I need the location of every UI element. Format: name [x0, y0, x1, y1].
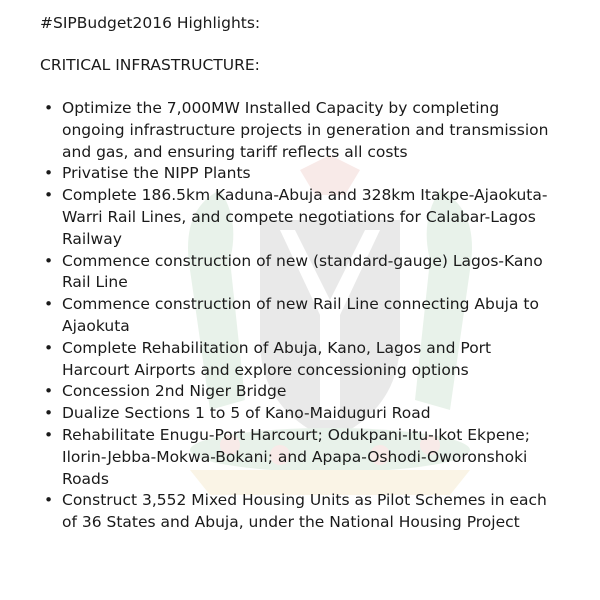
bullet-icon: • [44, 99, 54, 117]
bullet-icon: • [44, 164, 54, 183]
list-item-text: Complete 186.5km Kaduna-Abuja and 328km Itakpe-Ajaokuta-Warri Rail Lines, and compete negotiations for Calabar-Lagos Railway [62, 186, 548, 248]
list-item-text: Concession 2nd Niger Bridge [62, 382, 287, 401]
list-item-text: Rehabilitate Enugu-Port Harcourt; Odukpani-Itu-Ikot Ekpene; Ilorin-Jebba-Mokwa-Bokani; and Apapa-Oshodi-Oworonshoki Roads [62, 425, 530, 488]
list-item [40, 490, 560, 534]
list-item [40, 338, 560, 382]
bullet-icon: • [44, 186, 54, 205]
document-body [40, 12, 560, 534]
list-item [40, 163, 560, 185]
list-item [40, 98, 560, 163]
bullet-icon: • [44, 338, 54, 357]
list-item [40, 403, 560, 425]
list-item-text: Complete Rehabilitation of Abuja, Kano, Lagos and Port Harcourt Airports and explore concessioning options [62, 338, 492, 379]
list-item [40, 294, 560, 338]
list-item-text: Commence construction of new Rail Line connecting Abuja to Ajaokuta [62, 295, 539, 335]
list-item-text: Optimize the 7,000MW Installed Capacity by completing ongoing infrastructure projects in generation and transmission and gas, and ensuring tariff reflects all costs [62, 99, 549, 161]
list-item [40, 185, 560, 250]
bullet-icon: • [44, 251, 54, 270]
list-item-text: Privatise the NIPP Plants [62, 164, 251, 183]
bullet-icon: • [44, 295, 54, 314]
page-title: #SIPBudget2016 Highlights: [40, 14, 261, 32]
bullet-icon: • [44, 382, 54, 401]
section-heading: CRITICAL INFRASTRUCTURE: [40, 56, 260, 74]
bullet-icon: • [44, 491, 54, 510]
list-item [40, 251, 560, 295]
bullet-icon: • [44, 425, 54, 444]
list-item-text: Dualize Sections 1 to 5 of Kano-Maiduguri Road [62, 404, 431, 423]
list-item-text: Construct 3,552 Mixed Housing Units as Pilot Schemes in each of 36 States and Abuja, under the National Housing Project [62, 491, 547, 532]
list-item [40, 425, 560, 490]
list-item [40, 381, 560, 403]
bullet-icon: • [44, 404, 54, 423]
highlights-list [40, 98, 560, 534]
list-item-text: Commence construction of new (standard-gauge) Lagos-Kano Rail Line [62, 251, 543, 292]
